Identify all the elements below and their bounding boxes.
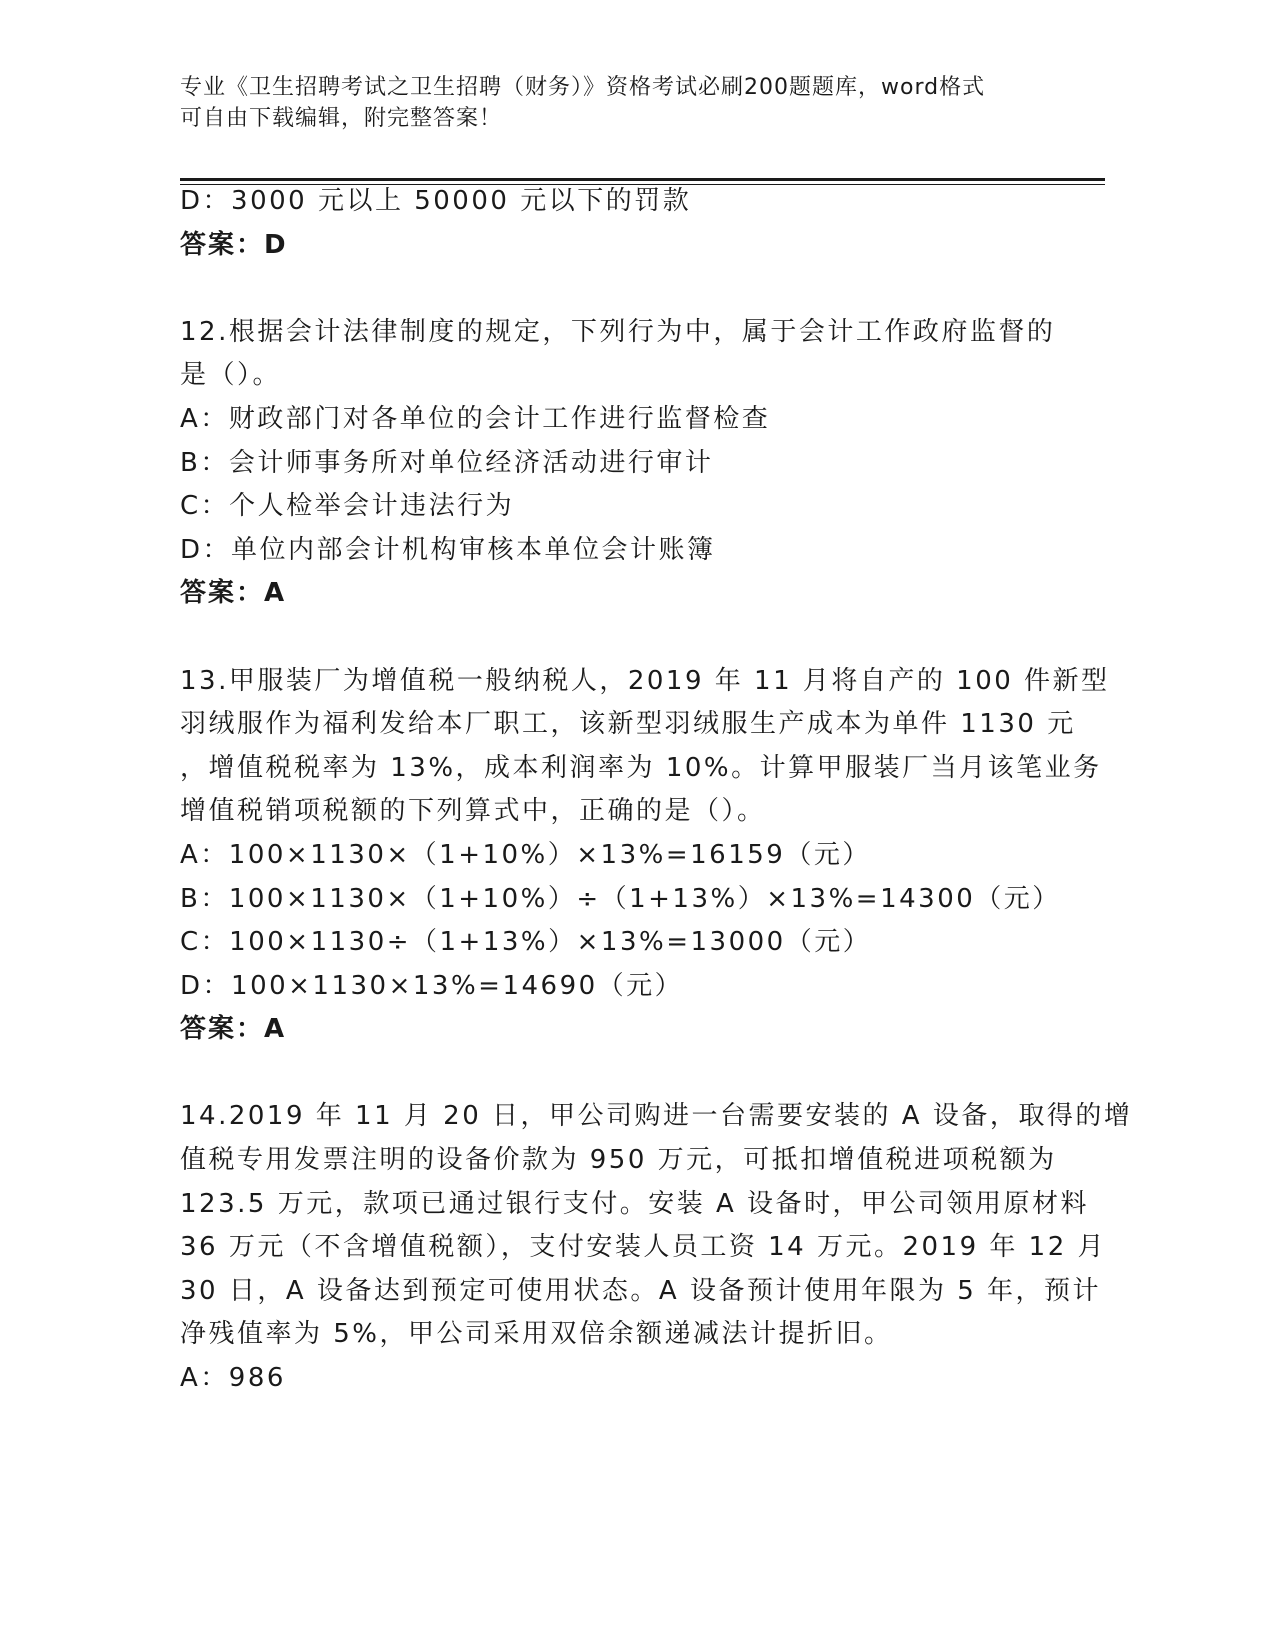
- q14-stem-line-4: 36 万元（不含增值税额），支付安装人员工资 14 万元。2019 年 12 月: [180, 1232, 1107, 1263]
- q11-answer: 答案：D: [180, 229, 288, 260]
- q14-stem-line-3: 123.5 万元，款项已通过银行支付。安装 A 设备时，甲公司领用原材料: [180, 1188, 1090, 1219]
- page-header: [180, 72, 1040, 134]
- q14-stem-line-1: 14.2019 年 11 月 20 日，甲公司购进一台需要安装的 A 设备，取得的增: [180, 1101, 1133, 1132]
- q14-stem-line-2: 值税专用发票注明的设备价款为 950 万元，可抵扣增值税进项税额为: [180, 1145, 1057, 1176]
- q14-stem-line-6: 净残值率为 5%，甲公司采用双倍余额递减法计提折旧。: [180, 1319, 893, 1350]
- q14-option-a: A：986: [180, 1363, 286, 1394]
- spacer: [180, 267, 1040, 311]
- question-11-tail: [180, 180, 1040, 267]
- q13-option-c: C：100×1130÷（1+13%）×13%=13000（元）: [180, 927, 872, 958]
- question-13: [180, 660, 1110, 1052]
- question-14: [180, 1095, 1133, 1400]
- q12-answer: 答案：A: [180, 578, 287, 609]
- q14-stem-line-5: 30 日，A 设备达到预定可使用状态。A 设备预计使用年限为 5 年，预计: [180, 1275, 1102, 1306]
- q13-stem-line-3: ，增值税税率为 13%，成本利润率为 10%。计算甲服装厂当月该笔业务: [180, 752, 1102, 783]
- question-list: [180, 180, 1133, 1401]
- q12-option-d: D：单位内部会计机构审核本单位会计账簿: [180, 534, 716, 565]
- q13-option-a: A：100×1130×（1+10%）×13%=16159（元）: [180, 839, 871, 870]
- q12-option-a: A：财政部门对各单位的会计工作进行监督检查: [180, 403, 771, 434]
- spacer: [180, 1052, 1040, 1096]
- spacer: [180, 616, 1040, 660]
- q13-stem-line-1: 13.甲服装厂为增值税一般纳税人，2019 年 11 月将自产的 100 件新型: [180, 665, 1110, 696]
- q13-option-b: B：100×1130×（1+10%）÷（1+13%）×13%=14300（元）: [180, 883, 1061, 914]
- q12-stem-line-1: 12.根据会计法律制度的规定，下列行为中，属于会计工作政府监督的: [180, 316, 1056, 347]
- q12-option-c: C：个人检举会计违法行为: [180, 491, 515, 522]
- header-line-1: 专业《卫生招聘考试之卫生招聘（财务）》资格考试必刷200题题库，word格式: [180, 75, 986, 100]
- q11-option-d: D：3000 元以上 50000 元以下的罚款: [180, 186, 692, 216]
- q12-stem-line-2: 是（）。: [180, 360, 282, 391]
- q13-stem-line-2: 羽绒服作为福利发给本厂职工，该新型羽绒服生产成本为单件 1130 元: [180, 709, 1076, 740]
- q13-answer: 答案：A: [180, 1014, 287, 1045]
- q13-stem-line-4: 增值税销项税额的下列算式中，正确的是（）。: [180, 796, 766, 827]
- q12-option-b: B：会计师事务所对单位经济活动进行审计: [180, 447, 714, 478]
- q13-option-d: D：100×1130×13%=14690（元）: [180, 970, 684, 1001]
- question-12: [180, 311, 1056, 616]
- header-line-2: 可自由下载编辑，附完整答案！: [180, 106, 503, 131]
